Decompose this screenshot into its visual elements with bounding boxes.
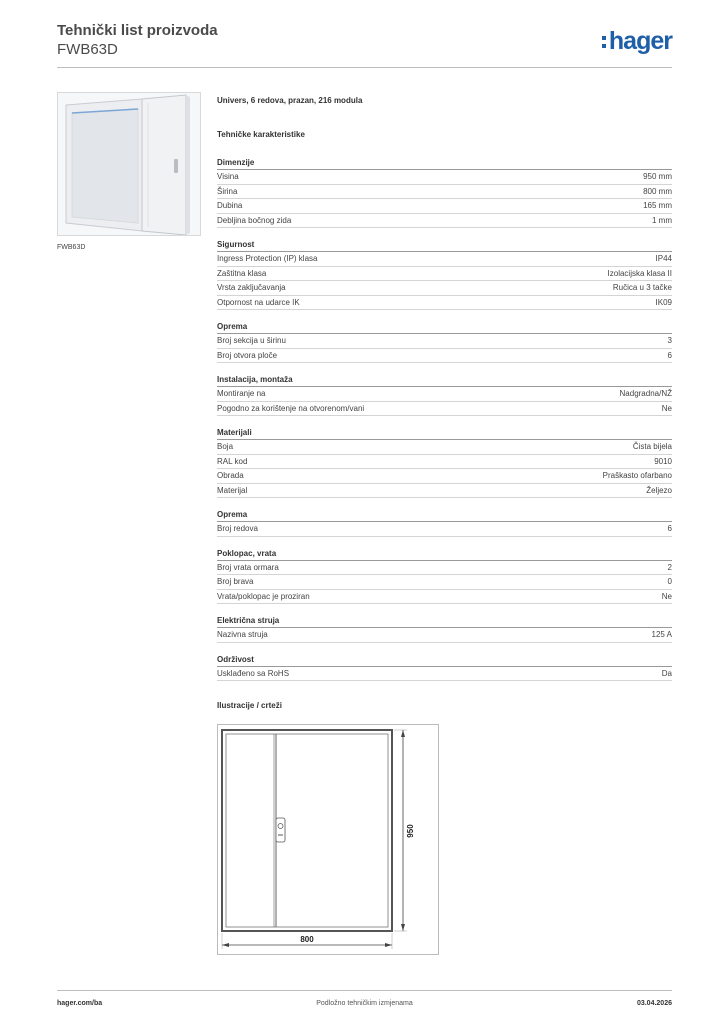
spec-value: 1 mm — [652, 215, 672, 225]
spec-label: Broj sekcija u širinu — [217, 336, 286, 345]
section-spacer — [217, 537, 672, 547]
spec-label: Nazivna struja — [217, 630, 268, 639]
footer-website-link[interactable]: hager.com/ba — [57, 1000, 103, 1007]
spec-value: Izolacijska klasa II — [607, 268, 672, 278]
spec-label: RAL kod — [217, 456, 248, 466]
spec-row — [217, 484, 672, 499]
spec-value: 0 — [667, 577, 672, 586]
section-title: Dimenzije — [217, 156, 672, 170]
section-spacer — [217, 310, 672, 320]
spec-row — [217, 667, 672, 682]
height-dimension-label: 950 — [406, 824, 415, 838]
spec-label: Montiranje na — [217, 389, 266, 398]
spec-label: Širina — [217, 186, 238, 196]
spec-row — [217, 267, 672, 282]
spec-row — [217, 522, 672, 537]
product-code: FWB63D — [57, 41, 118, 58]
spec-label: Obrada — [217, 471, 244, 480]
spec-label: Broj brava — [217, 577, 254, 586]
spec-label: Boja — [217, 442, 234, 451]
spec-row — [217, 402, 672, 417]
illustrations-title: Ilustracije / crteži — [217, 701, 282, 710]
spec-value: Praškasto ofarbano — [602, 471, 672, 480]
spec-value: Ne — [661, 403, 672, 413]
spec-row — [217, 281, 672, 296]
spec-row — [217, 387, 672, 402]
spec-row — [217, 185, 672, 200]
spec-label: Usklađeno sa RoHS — [217, 668, 290, 678]
section-title: Materijali — [217, 426, 672, 440]
spec-label: Vrata/poklopac je proziran — [217, 591, 310, 601]
spec-row — [217, 455, 672, 470]
spec-value: 3 — [667, 336, 672, 345]
product-image — [57, 92, 201, 236]
spec-value: 9010 — [654, 456, 672, 466]
spec-label: Ingress Protection (IP) klasa — [217, 254, 318, 263]
product-image-caption: FWB63D — [57, 244, 86, 251]
spec-value: Ne — [661, 591, 672, 601]
spec-label: Broj vrata ormara — [217, 562, 279, 572]
spec-value: 800 mm — [643, 186, 672, 196]
section-spacer — [217, 604, 672, 614]
section-title: Poklopac, vrata — [217, 547, 672, 561]
spec-row — [217, 349, 672, 364]
spec-row — [217, 561, 672, 576]
spec-value: 125 A — [651, 630, 672, 639]
section-title: Instalacija, montaža — [217, 373, 672, 387]
page-footer — [57, 990, 672, 1020]
section-spacer — [217, 228, 672, 238]
spec-label: Visina — [217, 172, 239, 181]
spec-row — [217, 170, 672, 185]
spec-sheet — [217, 96, 672, 715]
spec-label: Pogodno za korištenje na otvorenom/vani — [217, 403, 365, 413]
spec-value: 2 — [667, 562, 672, 572]
spec-label: Materijal — [217, 485, 248, 495]
spec-value: Da — [661, 668, 672, 678]
width-dimension-label: 800 — [300, 935, 314, 944]
technical-drawing — [217, 724, 439, 955]
section-spacer — [217, 363, 672, 373]
section-spacer — [217, 416, 672, 426]
spec-row — [217, 628, 672, 643]
spec-value: 950 mm — [643, 172, 672, 181]
section-title: Sigurnost — [217, 238, 672, 252]
spec-value: 6 — [667, 524, 672, 533]
document-title: Tehnički list proizvoda — [57, 22, 218, 39]
spec-row — [217, 440, 672, 455]
spec-row — [217, 199, 672, 214]
spec-value: Željezo — [646, 485, 672, 495]
spec-label: Broj redova — [217, 524, 258, 533]
logo-text: hager — [608, 27, 672, 55]
spec-value: 6 — [667, 350, 672, 360]
product-description: Univers, 6 redova, prazan, 216 modula — [217, 96, 363, 105]
spec-row — [217, 252, 672, 267]
logo-dots-icon — [602, 36, 606, 48]
hager-logo — [602, 27, 672, 56]
cabinet-photo-icon — [58, 93, 200, 235]
spec-label: Vrsta zaključavanja — [217, 283, 286, 292]
spec-label: Broj otvora ploče — [217, 350, 278, 360]
section-title: Električna struja — [217, 614, 672, 628]
spec-label: Dubina — [217, 201, 243, 210]
footer-notice: Podložno tehničkim izmjenama — [316, 1000, 413, 1007]
specs-heading: Tehničke karakteristike — [217, 130, 305, 139]
spec-value: Nadgradna/NŽ — [619, 389, 672, 398]
spec-row — [217, 214, 672, 229]
spec-row — [217, 334, 672, 349]
spec-label: Debljina bočnog zida — [217, 215, 292, 225]
spec-row — [217, 590, 672, 605]
section-title: Održivost — [217, 653, 672, 667]
spec-sections — [217, 156, 672, 681]
section-spacer — [217, 643, 672, 653]
spec-value: 165 mm — [643, 201, 672, 210]
spec-label: Otpornost na udarce IK — [217, 297, 300, 307]
spec-value: Čista bijela — [632, 442, 672, 451]
spec-label: Zaštitna klasa — [217, 268, 267, 278]
spec-row — [217, 296, 672, 311]
footer-date: 03.04.2026 — [636, 1000, 672, 1007]
spec-value: IK09 — [655, 297, 672, 307]
spec-row — [217, 575, 672, 590]
section-spacer — [217, 498, 672, 508]
page-header — [57, 22, 672, 68]
spec-value: Ručica u 3 tačke — [612, 283, 672, 292]
section-title: Oprema — [217, 320, 672, 334]
cabinet-drawing-icon — [218, 725, 438, 954]
section-title: Oprema — [217, 508, 672, 522]
spec-value: IP44 — [655, 254, 672, 263]
spec-row — [217, 469, 672, 484]
